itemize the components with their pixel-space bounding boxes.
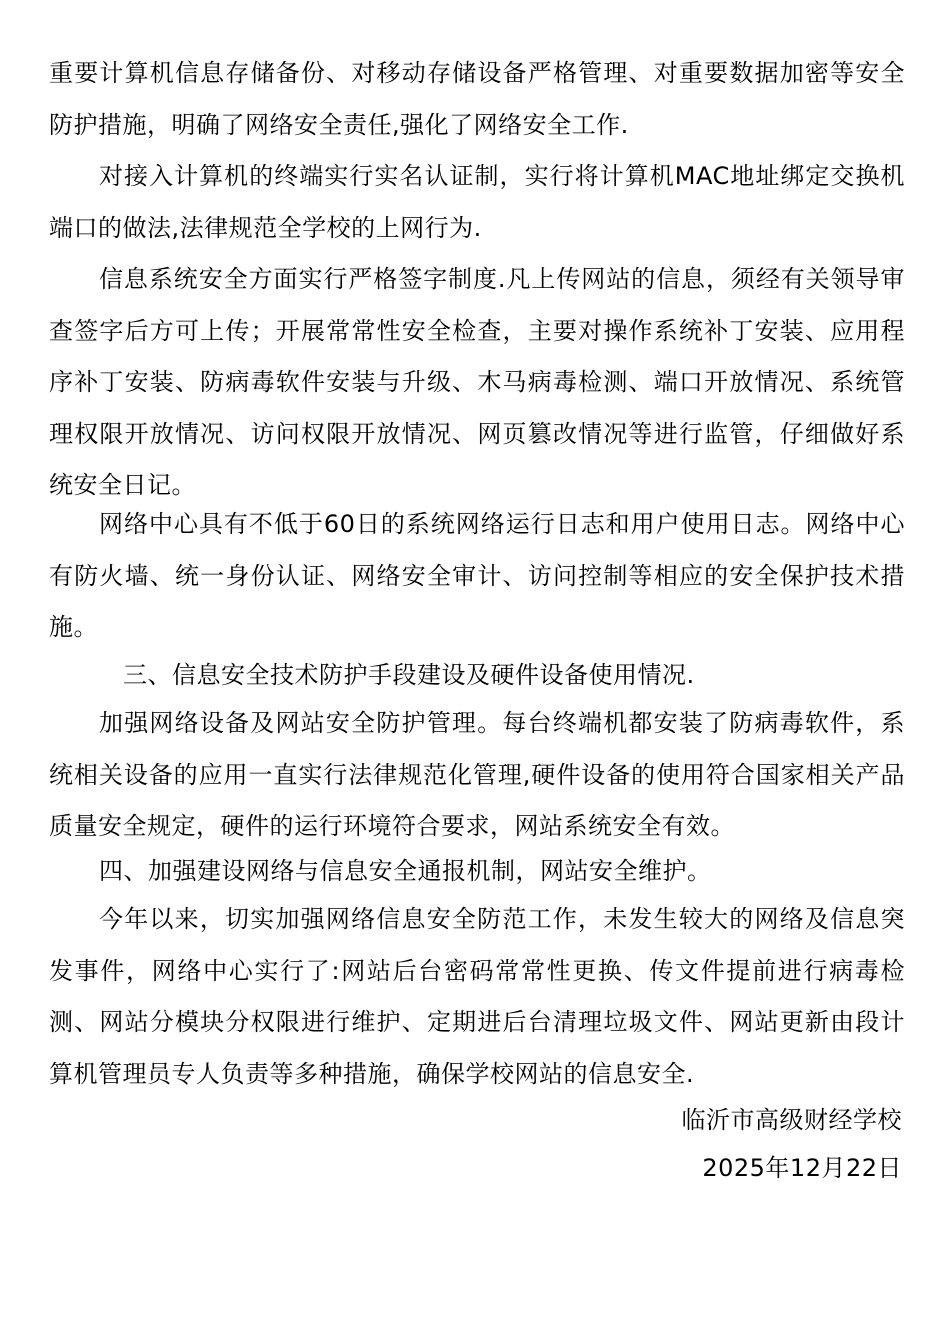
section-heading-4: 四、加强建设网络与信息安全通报机制，网站安全维护。: [99, 857, 712, 885]
signature-date: 2025年12月22日: [702, 1154, 902, 1182]
signature-organization: 临沂市高级财经学校: [681, 1106, 902, 1134]
paragraph-continuation: 重要计算机信息存储备份、对移动存储设备严格管理、对重要数据加密等安全防护措施，明确了网络安全责任,强化了网络安全工作.: [49, 59, 905, 139]
paragraph-signature-system: 信息系统安全方面实行严格签字制度.凡上传网站的信息，须经有关领导审查签字后方可上传；开展常常性安全检查，主要对操作系统补丁安装、应用程序补丁安装、防病毒软件安装与升级、木马病毒检测、端口开放情况、系统管理权限开放情况、访问权限开放情况、网页篡改情况等进行监管，仔细做好系统安全日记。: [49, 265, 905, 499]
paragraph-terminal-auth: 对接入计算机的终端实行实名认证制，实行将计算机MAC地址绑定交换机端口的做法,法律规范全学校的上网行为.: [49, 162, 905, 242]
paragraph-website-security: 今年以来，切实加强网络信息安全防范工作，未发生较大的网络及信息突发事件，网络中心实行了:网站后台密码常常性更换、传文件提前进行病毒检测、网站分模块分权限进行维护、定期进后台清理垃圾文件、网站更新由段计算机管理员专人负责等多种措施，确保学校网站的信息安全.: [49, 905, 905, 1088]
paragraph-network-center: 网络中心具有不低于60日的系统网络运行日志和用户使用日志。网络中心有防火墙、统一身份认证、网络安全审计、访问控制等相应的安全保护技术措施。: [49, 510, 905, 641]
paragraph-device-protection: 加强网络设备及网站安全防护管理。每台终端机都安装了防病毒软件，系统相关设备的应用一直实行法律规范化管理,硬件设备的使用符合国家相关产品质量安全规定，硬件的运行环境符合要求，网站系统安全有效。: [49, 709, 905, 840]
section-heading-3: 三、信息安全技术防护手段建设及硬件设备使用情况.: [123, 661, 695, 689]
